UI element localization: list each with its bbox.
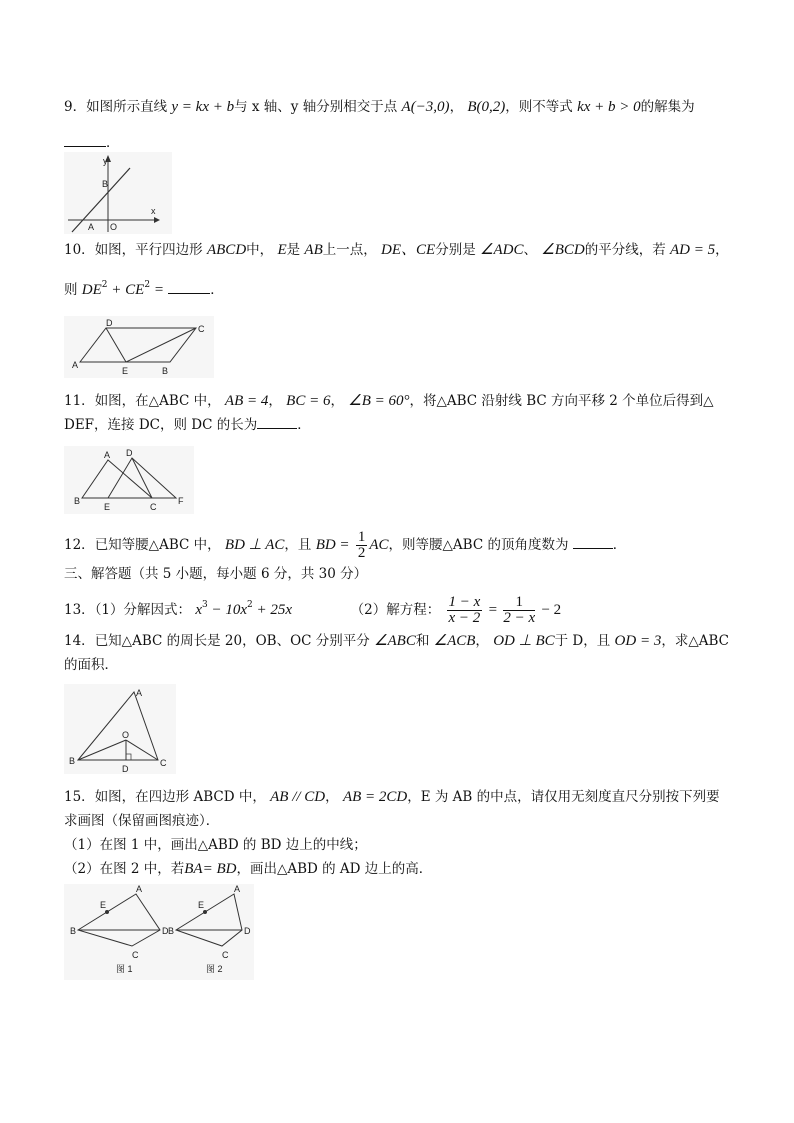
svg-text:y: y <box>103 156 108 166</box>
svg-text:x: x <box>151 206 156 216</box>
q11-text-2: DEF，连接 DC，则 DC 的长为 ． <box>64 417 311 433</box>
q15-figures <box>64 884 254 980</box>
q15-text: 15．如图，在四边形 ABCD 中， AB // CD， AB = 2CD，E 为 AB 的中点，请仅用无刻度直尺分别按下列要 <box>64 789 720 805</box>
q10-figure <box>64 316 214 378</box>
svg-text:O: O <box>110 222 118 232</box>
q10-answer-line: 则 $DE^2 + CE^2$ = ． <box>64 280 224 298</box>
q11-figure <box>64 446 194 514</box>
q11-text: 11．如图，在△ABC 中， AB = 4， BC = 6， ∠B = 60°，将△ABC 沿射线 BC 方向平移 2 个单位后得到△ <box>64 393 714 409</box>
fraction-half: $\frac{1}{2}$ <box>357 529 366 561</box>
svg-text:A: A <box>136 688 143 698</box>
svg-text:D: D <box>162 926 169 936</box>
q14-text: 14．已知△ABC 的周长是 20，OB、OC 分别平分 ∠ABC和 ∠ACB， OD ⊥ BC于 D，且 OD = 3，求△ABC <box>64 633 729 649</box>
q9-text: 9．如图所示直线 y = kx + b与 x 轴、y 轴分别相交于点 A(−3,0)， B(0,2)，则不等式 kx + b > 0的解集为 <box>64 99 695 115</box>
q12-text: 12．已知等腰△ABC 中， BD ⊥ AC，且 BD = $\frac{1}{2}$ AC，则等腰△ABC 的顶角度数为 ． <box>64 529 627 561</box>
svg-text:C: C <box>222 950 229 960</box>
answer-blank[interactable] <box>64 134 106 147</box>
svg-text:图 1: 图 1 <box>116 964 133 974</box>
svg-text:E: E <box>100 900 107 910</box>
svg-text:A: A <box>72 360 79 370</box>
svg-text:B: B <box>168 926 175 936</box>
q9-answer-line: ． <box>64 134 120 152</box>
q13-text: 13．（1）分解因式： $x^3 - 10x^2 + 25x$ （2）解方程： $\frac{1 - x}{x - 2}$ = $\frac{1}{2 - x}$ − 2 <box>64 594 562 626</box>
svg-text:A: A <box>104 450 111 460</box>
answer-blank[interactable] <box>168 281 210 294</box>
svg-text:C: C <box>132 950 139 960</box>
q15-part1: （1）在图 1 中，画出△ABD 的 BD 边上的中线； <box>64 837 367 853</box>
svg-text:A: A <box>88 222 95 232</box>
fraction-1: $\frac{1 - x}{x - 2}$ <box>448 594 481 626</box>
svg-text:D: D <box>244 926 251 936</box>
svg-text:C: C <box>160 758 167 768</box>
q14-figure <box>64 684 176 774</box>
svg-text:B: B <box>74 496 81 506</box>
svg-text:A: A <box>136 884 143 894</box>
q10-text: 10．如图，平行四边形 ABCD中， E是 AB上一点， DE、CE分别是 ∠ADC、 ∠BCD的平分线，若 AD = 5， <box>64 242 729 258</box>
svg-text:D: D <box>106 318 113 328</box>
svg-text:E: E <box>198 900 205 910</box>
svg-text:B: B <box>70 926 77 936</box>
q14-text-2: 的面积． <box>64 657 118 673</box>
svg-text:B: B <box>162 366 169 376</box>
q15-part2: （2）在图 2 中，若BA= BD，画出△ABD 的 AD 边上的高． <box>64 861 433 877</box>
q15-text-2: 求画图（保留画图痕迹）． <box>64 813 220 829</box>
svg-text:D: D <box>126 448 133 458</box>
svg-text:A: A <box>234 884 241 894</box>
svg-text:E: E <box>122 366 129 376</box>
svg-text:B: B <box>102 179 109 189</box>
svg-text:图 2: 图 2 <box>206 964 223 974</box>
answer-blank[interactable] <box>257 416 297 429</box>
answer-blank[interactable] <box>573 536 613 549</box>
svg-text:D: D <box>122 764 129 774</box>
q9-figure <box>64 152 172 234</box>
svg-text:C: C <box>150 502 157 512</box>
svg-text:E: E <box>104 502 111 512</box>
svg-text:C: C <box>198 324 205 334</box>
svg-text:F: F <box>178 496 184 506</box>
fraction-2: $\frac{1}{2 - x}$ <box>503 594 536 626</box>
section-heading: 三、解答题（共 5 小题，每小题 6 分，共 30 分） <box>64 566 368 582</box>
svg-text:B: B <box>69 756 76 766</box>
svg-text:O: O <box>122 730 130 740</box>
